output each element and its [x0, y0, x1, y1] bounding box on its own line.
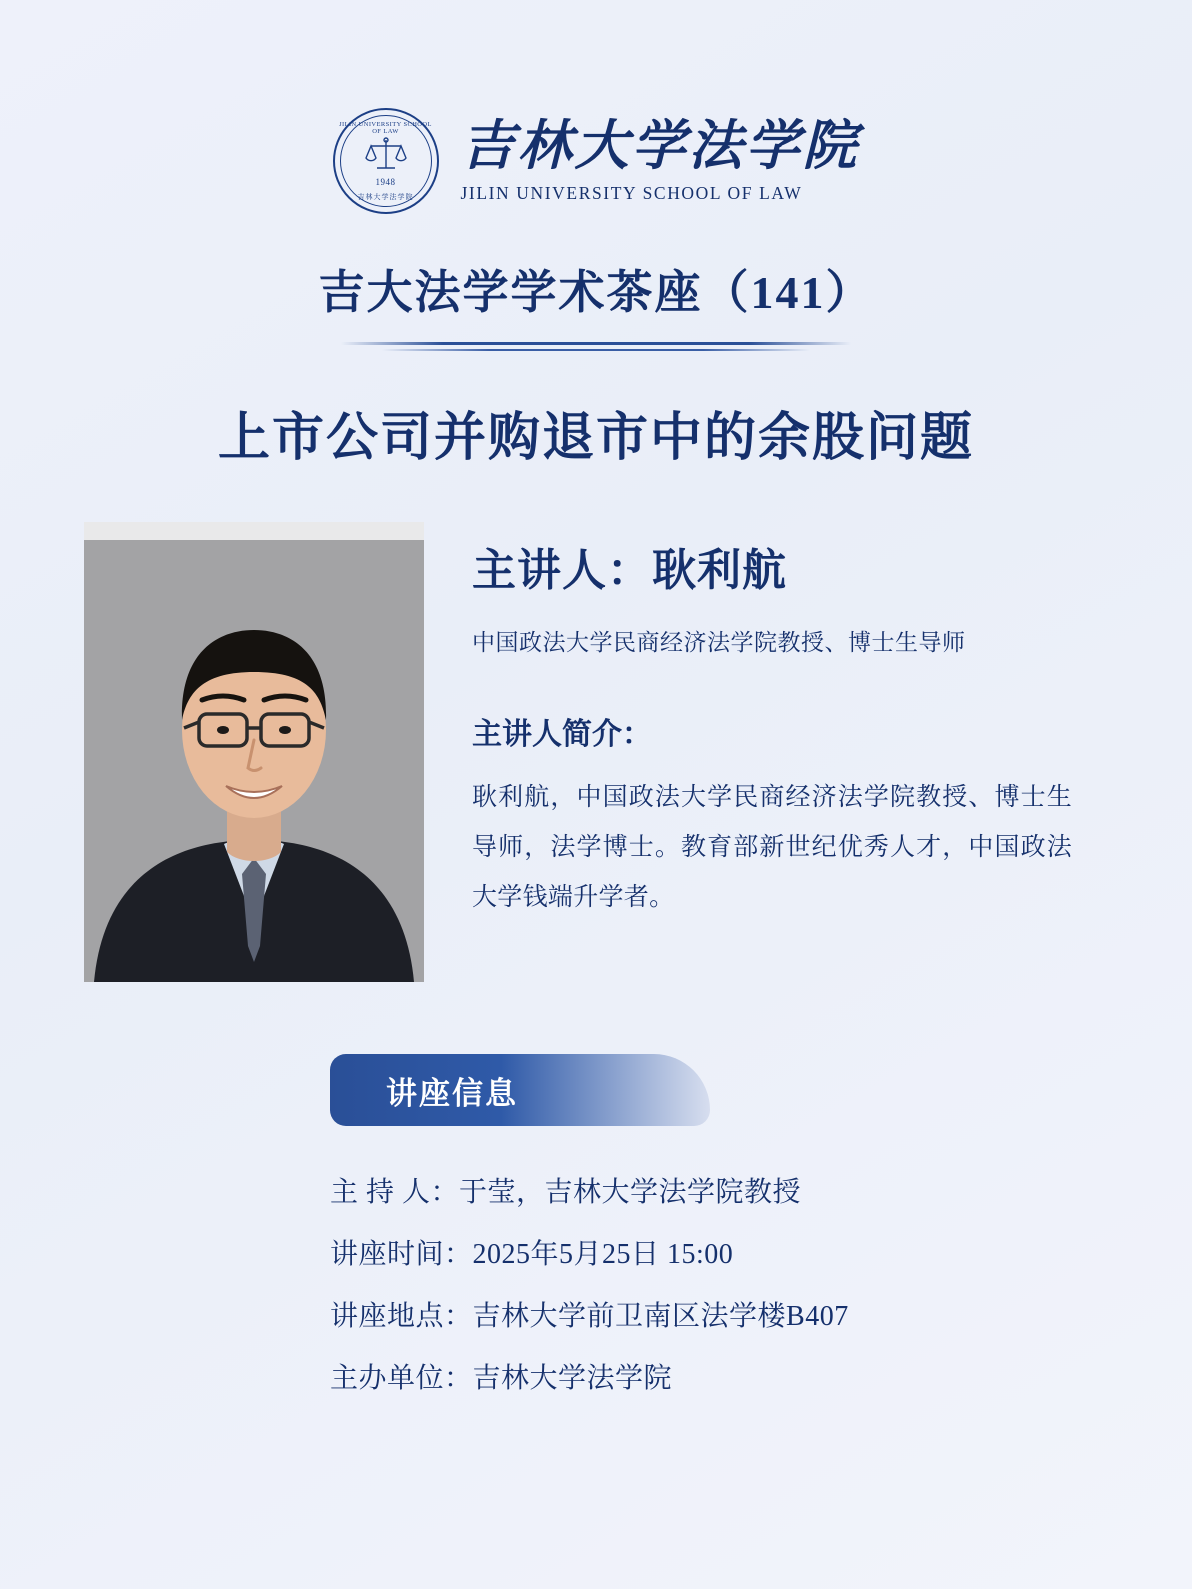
info-list — [0, 1170, 1192, 1396]
info-key: 主 持 人： — [330, 1177, 460, 1208]
speaker-portrait — [84, 522, 424, 982]
speaker-info — [472, 522, 1130, 982]
info-banner-label: 讲座信息 — [386, 1075, 518, 1111]
list-item — [330, 1170, 1192, 1210]
university-crest-icon — [333, 108, 439, 214]
crest-arc-bottom-text: 吉林大学法学院 — [357, 193, 414, 201]
logo-block — [0, 0, 1192, 214]
lecture-title: 上市公司并购退市中的余股问题 — [217, 410, 974, 467]
info-key: 主办单位： — [330, 1363, 473, 1394]
logo-name-en: JILIN UNIVERSITY SCHOOL OF LAW — [460, 182, 803, 203]
list-item — [330, 1232, 1192, 1272]
speaker-section — [0, 522, 1192, 982]
speaker-name: 主讲人：耿利航 — [472, 546, 787, 595]
series-title: 吉大法学学术茶座（141） — [318, 267, 874, 318]
bio-text: 耿利航，中国政法大学民商经济法学院教授、博士生导师，法学博士。教育部新世纪优秀人才，中国政法大学钱端升学者。 — [472, 784, 1072, 911]
info-banner-wrap — [0, 1054, 1192, 1126]
speaker-affiliation: 中国政法大学民商经济法学院教授、博士生导师 — [472, 630, 966, 655]
title-divider — [341, 342, 851, 345]
logo-wordmark — [461, 118, 860, 204]
scales-of-justice-icon — [363, 136, 409, 176]
logo-name-cn: 吉林大学法学院 — [460, 116, 860, 177]
info-value: 吉林大学法学院 — [472, 1363, 673, 1394]
crest-arc-top-text: JILIN UNIVERSITY SCHOOL OF LAW — [339, 121, 432, 135]
crest-year: 1948 — [375, 176, 396, 187]
bio-heading: 主讲人简介： — [472, 718, 652, 751]
list-item — [330, 1356, 1192, 1396]
info-key: 讲座地点： — [330, 1301, 473, 1332]
info-value: 2025年5月25日 15:00 — [472, 1239, 734, 1270]
info-value: 于莹，吉林大学法学院教授 — [459, 1177, 802, 1208]
info-value: 吉林大学前卫南区法学楼B407 — [472, 1301, 849, 1332]
info-key: 讲座时间： — [330, 1239, 473, 1270]
info-banner — [330, 1054, 710, 1126]
list-item — [330, 1294, 1192, 1334]
